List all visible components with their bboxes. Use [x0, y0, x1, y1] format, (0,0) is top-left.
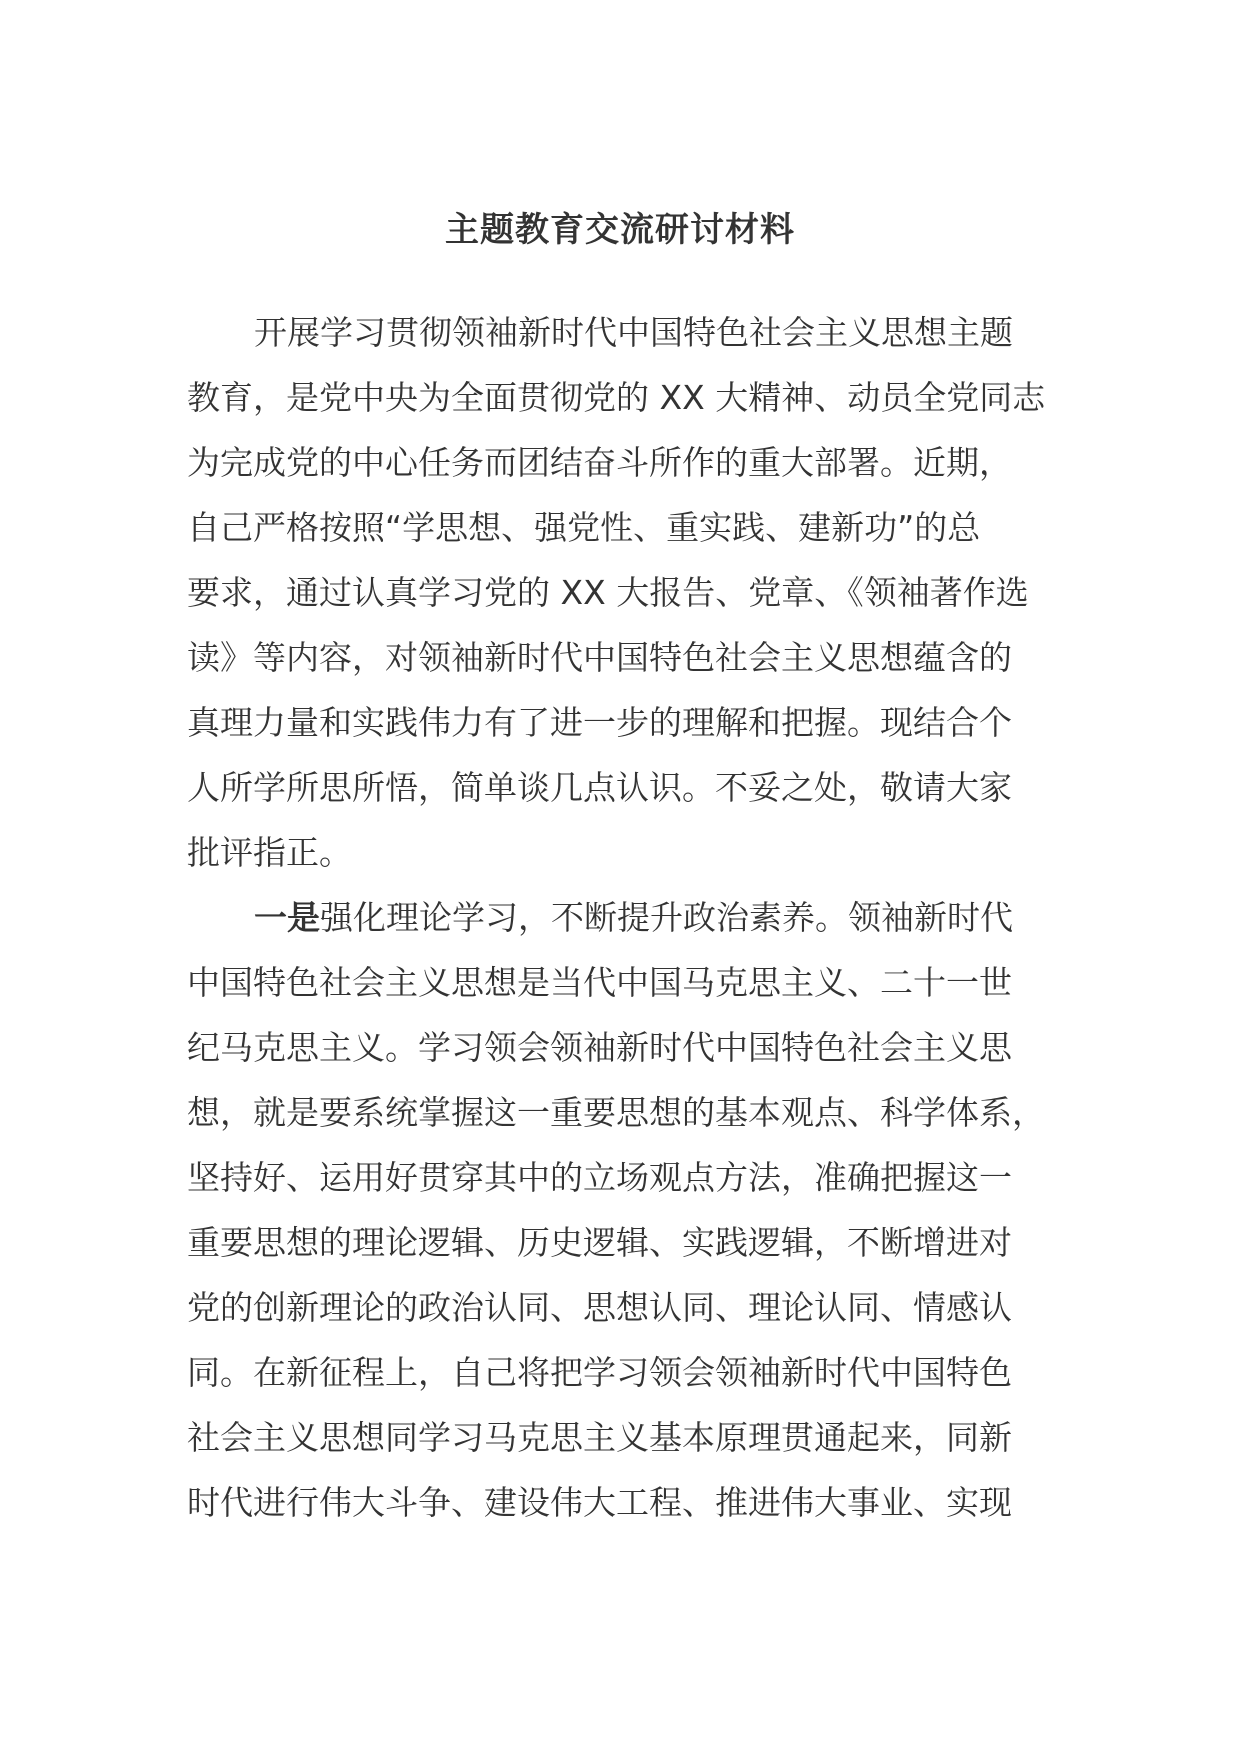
paragraph-1-line-4: 自己严格按照“学思想、强党性、重实践、建新功”的总: [187, 508, 981, 547]
paragraph-2-line-1: [187, 885, 1049, 950]
paragraph-2-line-3: 纪马克思主义。学习领会领袖新时代中国特色社会主义思: [187, 1028, 1012, 1067]
paragraph-1-line-2: 教育，是党中央为全面贯彻党的 XX 大精神、动员全党同志: [187, 378, 1046, 417]
document-title: 主题教育交流研讨材料: [445, 210, 795, 250]
paragraph-2-line-4: 想，就是要系统掌握这一重要思想的基本观点、科学体系，: [187, 1093, 1045, 1132]
paragraph-1-line-6: 读》等内容，对领袖新时代中国特色社会主义思想蕴含的: [187, 638, 1012, 677]
paragraph-2-line-10: 时代进行伟大斗争、建设伟大工程、推进伟大事业、实现: [187, 1483, 1012, 1522]
paragraph-1-line-1: 开展学习贯彻领袖新时代中国特色社会主义思想主题: [254, 313, 1013, 352]
paragraph-2-line-8: 同。在新征程上，自己将把学习领会领袖新时代中国特色: [187, 1353, 1012, 1392]
paragraph-2-first-line-text: 强化理论学习，不断提升政治素养。领袖新时代: [320, 898, 1013, 937]
paragraph-1-line-8: 人所学所思所悟，简单谈几点认识。不妥之处，敬请大家: [187, 768, 1012, 807]
paragraph-1-line-3: 为完成党的中心任务而团结奋斗所作的重大部署。近期，: [187, 443, 1012, 482]
paragraph-2-line-5: 坚持好、运用好贯穿其中的立场观点方法，准确把握这一: [187, 1158, 1012, 1197]
paragraph-1-line-5: 要求，通过认真学习党的 XX 大报告、党章、《领袖著作选: [187, 573, 1029, 612]
paragraph-2-lead: 一是: [254, 898, 320, 937]
document-body: [187, 300, 1049, 1535]
paragraph-1-line-7: 真理力量和实践伟力有了进一步的理解和把握。现结合个: [187, 703, 1012, 742]
paragraph-1-line-9: 批评指正。: [187, 833, 352, 872]
paragraph-2-line-2: 中国特色社会主义思想是当代中国马克思主义、二十一世: [187, 963, 1012, 1002]
paragraph-2-line-7: 党的创新理论的政治认同、思想认同、理论认同、情感认: [187, 1288, 1012, 1327]
paragraph-2-line-6: 重要思想的理论逻辑、历史逻辑、实践逻辑，不断增进对: [187, 1223, 1012, 1262]
paragraph-2-line-9: 社会主义思想同学习马克思主义基本原理贯通起来，同新: [187, 1418, 1012, 1457]
